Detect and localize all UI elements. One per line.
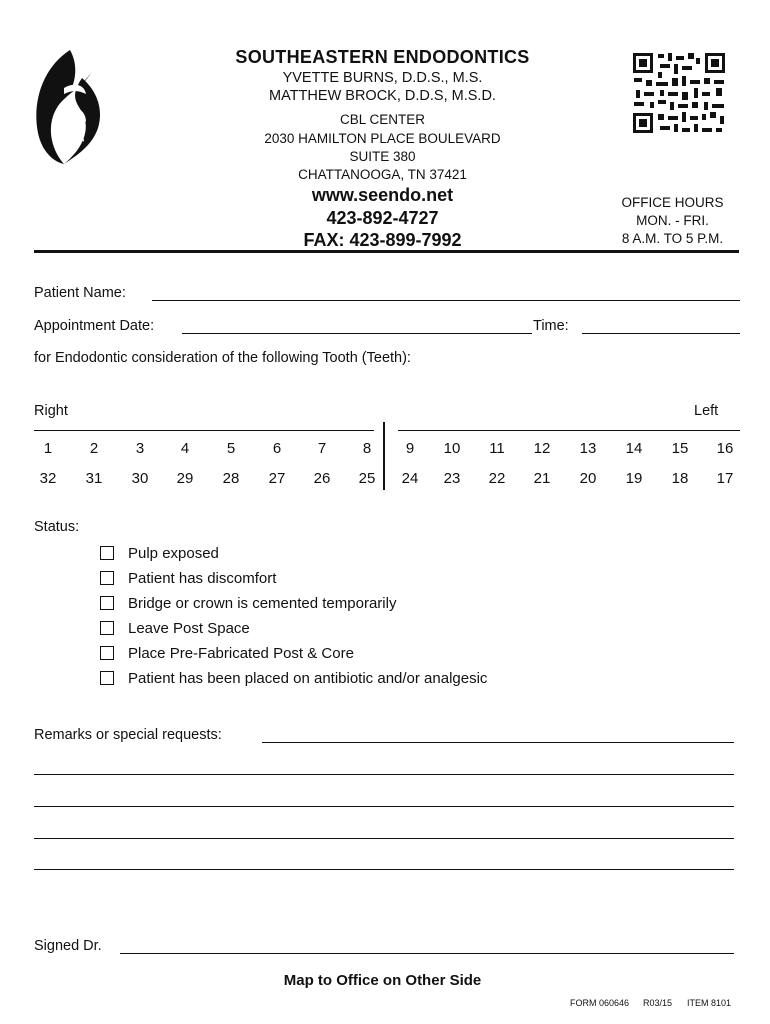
tooth-number[interactable]: 12 bbox=[533, 440, 551, 457]
building-name: CBL CENTER bbox=[339, 112, 425, 127]
left-teeth-rule bbox=[398, 430, 740, 431]
status-option-label: Patient has discomfort bbox=[128, 569, 277, 587]
status-option-label: Leave Post Space bbox=[128, 619, 250, 637]
tooth-number[interactable]: 14 bbox=[625, 440, 643, 457]
remarks-line-3[interactable] bbox=[34, 806, 734, 807]
tooth-number[interactable]: 3 bbox=[135, 440, 145, 457]
status-option-label: Bridge or crown is cemented temporarily bbox=[128, 594, 397, 612]
time-label: Time: bbox=[533, 318, 569, 334]
signature-field[interactable] bbox=[120, 953, 734, 954]
form-number: FORM 060646 bbox=[570, 998, 630, 1008]
header-divider bbox=[34, 250, 739, 253]
leave-post-space-checkbox[interactable] bbox=[100, 621, 114, 635]
tooth-number[interactable]: 11 bbox=[489, 440, 505, 457]
tooth-number[interactable]: 13 bbox=[579, 440, 597, 457]
tooth-number[interactable]: 21 bbox=[533, 470, 551, 487]
map-note: Map to Office on Other Side bbox=[283, 972, 482, 989]
right-label: Right bbox=[34, 403, 68, 419]
item-number: ITEM 8101 bbox=[687, 998, 732, 1008]
tooth-number[interactable]: 15 bbox=[671, 440, 689, 457]
status-option bbox=[100, 668, 487, 688]
office-hours-time: 8 A.M. TO 5 P.M. bbox=[621, 231, 724, 246]
consideration-text: for Endodontic consideration of the following Tooth (Teeth): bbox=[34, 350, 411, 366]
street-address: 2030 HAMILTON PLACE BOULEVARD bbox=[264, 131, 501, 146]
tooth-number[interactable]: 22 bbox=[488, 470, 506, 487]
tooth-number[interactable]: 26 bbox=[313, 470, 331, 487]
tooth-number[interactable]: 10 bbox=[443, 440, 461, 457]
doctor-1: YVETTE BURNS, D.D.S., M.S. bbox=[282, 70, 483, 86]
tooth-number[interactable]: 29 bbox=[176, 470, 194, 487]
tooth-number[interactable]: 7 bbox=[317, 440, 327, 457]
practice-logo-icon bbox=[30, 48, 112, 166]
signed-label: Signed Dr. bbox=[34, 938, 102, 954]
tooth-number[interactable]: 5 bbox=[226, 440, 236, 457]
tooth-number[interactable]: 20 bbox=[579, 470, 597, 487]
status-label: Status: bbox=[34, 519, 80, 535]
tooth-number[interactable]: 17 bbox=[716, 470, 734, 487]
remarks-line-2[interactable] bbox=[34, 774, 734, 775]
tooth-number[interactable]: 2 bbox=[89, 440, 99, 457]
doctor-2: MATTHEW BROCK, D.D.S, M.S.D. bbox=[269, 88, 496, 104]
bridge-crown-checkbox[interactable] bbox=[100, 596, 114, 610]
status-option-label: Patient has been placed on antibiotic and/or analgesic bbox=[128, 669, 488, 687]
tooth-number[interactable]: 24 bbox=[401, 470, 419, 487]
form-revision: R03/15 bbox=[643, 998, 673, 1008]
appointment-date-field[interactable] bbox=[182, 333, 532, 334]
tooth-number[interactable]: 27 bbox=[268, 470, 286, 487]
office-hours-title: OFFICE HOURS bbox=[621, 195, 724, 210]
right-teeth-rule bbox=[34, 430, 374, 431]
prefab-post-core-checkbox[interactable] bbox=[100, 646, 114, 660]
tooth-number[interactable]: 6 bbox=[272, 440, 282, 457]
website: www.seendo.net bbox=[311, 185, 454, 205]
appointment-date-label: Appointment Date: bbox=[34, 318, 155, 334]
status-option bbox=[100, 543, 219, 563]
tooth-number[interactable]: 19 bbox=[625, 470, 643, 487]
tooth-number[interactable]: 16 bbox=[716, 440, 734, 457]
tooth-number[interactable]: 1 bbox=[43, 440, 53, 457]
fax-number: FAX: 423-899-7992 bbox=[303, 230, 462, 250]
pulp-exposed-checkbox[interactable] bbox=[100, 546, 114, 560]
tooth-number[interactable]: 8 bbox=[362, 440, 372, 457]
practice-name: SOUTHEASTERN ENDODONTICS bbox=[235, 47, 530, 67]
status-option bbox=[100, 568, 276, 588]
status-option-label: Place Pre-Fabricated Post & Core bbox=[128, 644, 354, 662]
suite-number: SUITE 380 bbox=[349, 149, 416, 164]
tooth-number[interactable]: 23 bbox=[443, 470, 461, 487]
remarks-line-4[interactable] bbox=[34, 838, 734, 839]
qr-code-icon bbox=[632, 52, 726, 134]
office-hours-days: MON. - FRI. bbox=[636, 213, 709, 228]
tooth-number[interactable]: 28 bbox=[222, 470, 240, 487]
tooth-number[interactable]: 31 bbox=[85, 470, 103, 487]
remarks-label: Remarks or special requests: bbox=[34, 727, 222, 743]
patient-discomfort-checkbox[interactable] bbox=[100, 571, 114, 585]
midline-divider bbox=[383, 422, 385, 490]
remarks-line-1[interactable] bbox=[262, 742, 734, 743]
tooth-number[interactable]: 30 bbox=[131, 470, 149, 487]
patient-name-field[interactable] bbox=[152, 300, 740, 301]
time-field[interactable] bbox=[582, 333, 740, 334]
status-option bbox=[100, 618, 250, 638]
tooth-number[interactable]: 32 bbox=[39, 470, 57, 487]
city-state-zip: CHATTANOOGA, TN 37421 bbox=[298, 167, 467, 182]
tooth-number[interactable]: 25 bbox=[358, 470, 376, 487]
left-label: Left bbox=[694, 403, 719, 419]
status-option-label: Pulp exposed bbox=[128, 544, 219, 562]
tooth-number[interactable]: 9 bbox=[405, 440, 415, 457]
tooth-number[interactable]: 18 bbox=[671, 470, 689, 487]
tooth-number[interactable]: 4 bbox=[180, 440, 190, 457]
remarks-line-5[interactable] bbox=[34, 869, 734, 870]
patient-name-label: Patient Name: bbox=[34, 285, 126, 301]
status-option bbox=[100, 643, 354, 663]
phone-number: 423-892-4727 bbox=[326, 208, 439, 228]
antibiotic-checkbox[interactable] bbox=[100, 671, 114, 685]
status-option bbox=[100, 593, 396, 613]
